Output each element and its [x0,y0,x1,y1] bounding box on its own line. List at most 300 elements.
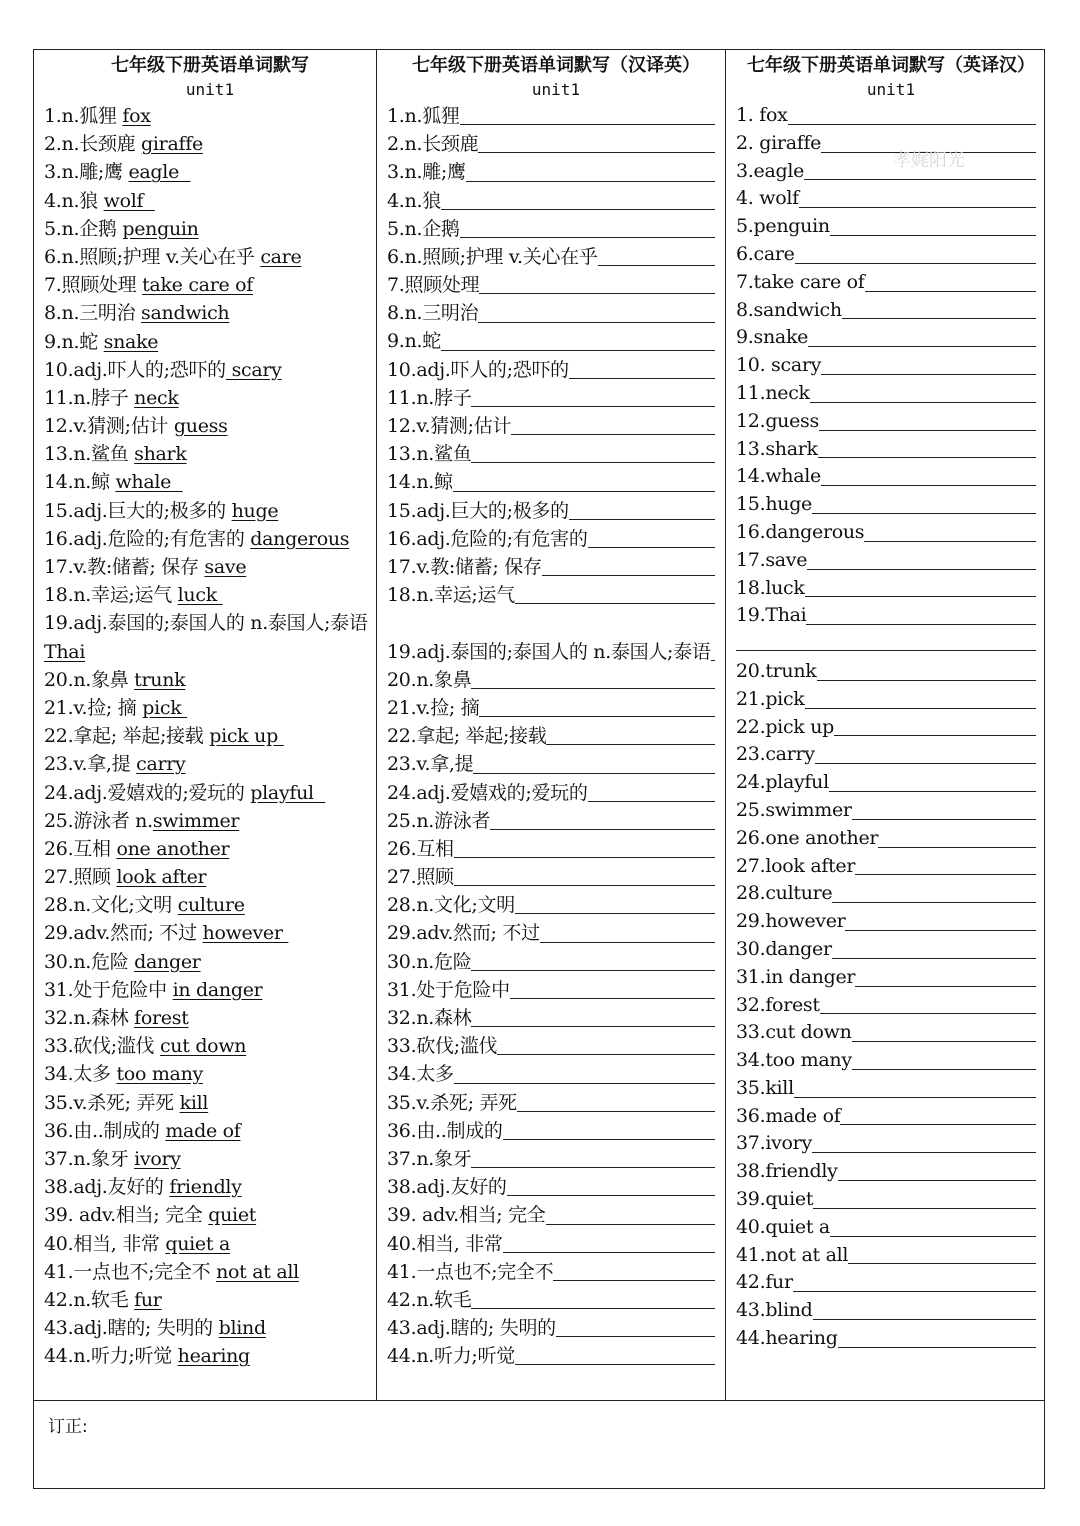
word-row [44,1286,376,1314]
chinese-to-english-column [377,50,726,1400]
word-row [736,1214,1046,1242]
answer-blank[interactable] [845,916,1036,931]
word-prompt: 15.huge [736,493,812,516]
word-row [736,1297,1046,1325]
word-prompt: 9.snake [736,326,809,349]
word-answer: playful [250,781,326,804]
word-prompt: 38.adj.友好的 [387,1176,507,1199]
word-prompt: 36.made of [736,1104,841,1127]
word-answer: pick up [209,725,284,748]
word-answer: snake [103,330,159,353]
word-row [736,491,1046,519]
word-prompt: 39. adv.相当; 完全 [387,1204,546,1227]
word-answer: neck [134,386,179,409]
word-prompt: 31.in danger [736,965,856,988]
word-prompt: 6.n.照顾;护理 v.关心在乎 [387,245,598,268]
word-prompt: 43.adj.瞎的; 失明的 [44,1317,219,1340]
word-answer: luck [177,584,223,607]
answer-blank[interactable] [471,1294,715,1309]
c2e-column-title: 七年级下册英语单词默写（汉译英） [412,55,700,76]
word-answer: cut down [159,1035,247,1058]
answer-blank[interactable] [794,1083,1036,1098]
word-prompt: 24.adj.爱嬉戏的;爱玩的 [44,781,251,804]
word-prompt: 5.n.企鹅 [44,217,123,240]
word-answer: wolf [103,189,155,212]
answer-blank[interactable] [507,1181,715,1196]
correction-divider [34,1400,1044,1401]
word-answer: hearing [177,1345,250,1368]
word-prompt: 13.n.鲨鱼 [387,443,472,466]
answer-blank[interactable] [818,443,1036,458]
word-answer: Thai [44,640,86,663]
word-prompt: 31.处于危险中 [44,978,173,1001]
answer-blank[interactable] [503,1238,715,1253]
word-prompt: 40.相当, 非常 [387,1232,503,1255]
word-row [387,299,725,327]
word-prompt: 6.care [736,242,795,265]
word-prompt: 35.v.杀死; 弄死 [387,1091,517,1114]
answer-blank[interactable] [805,694,1036,709]
word-row [387,440,725,468]
answer-blank[interactable] [810,388,1036,403]
word-row [387,722,725,750]
word-answer: swimmer [152,809,240,832]
word-row [736,714,1046,742]
answer-blank[interactable] [820,999,1036,1014]
word-prompt: 32.n.森林 [387,1007,472,1029]
word-answer: huge [231,499,279,522]
answer-blank[interactable] [454,871,715,886]
extra-blank-row [736,630,1046,658]
answer-blank[interactable] [569,505,715,520]
word-prompt: 2. giraffe [736,131,822,154]
word-row [387,1145,725,1173]
answer-blank[interactable] [813,1305,1036,1320]
word-row [387,1201,725,1229]
c2e-list [387,102,725,1370]
answer-blank[interactable] [840,1110,1036,1125]
word-row [736,658,1046,686]
word-answer: danger [134,950,201,973]
word-prompt: 39.quiet [736,1188,814,1211]
word-row [387,779,725,807]
word-prompt: 3.n.雕;鹰 [44,161,129,184]
answer-column-title: 七年级下册英语单词默写 [111,55,309,76]
answer-blank[interactable] [460,110,715,125]
word-row [44,187,376,215]
answer-blank[interactable] [805,582,1036,597]
answer-blank[interactable] [441,336,715,351]
word-row [736,1075,1046,1103]
word-row [44,948,376,976]
word-prompt: 3.n.雕;鹰 [387,161,466,184]
answer-blank[interactable] [855,972,1036,987]
word-prompt: 27.照顾 [387,866,454,889]
word-row [387,1032,725,1060]
answer-blank[interactable] [569,364,715,379]
word-row [387,187,725,215]
answer-blank[interactable] [808,332,1036,347]
word-row [387,1230,725,1258]
word-prompt: 30.n.危险 [44,950,135,973]
word-answer: giraffe [141,133,203,156]
word-row [387,1258,725,1286]
word-prompt: 38.friendly [736,1160,838,1183]
answer-blank[interactable] [852,1055,1036,1070]
answer-blank[interactable] [490,815,715,830]
word-answer: made of [165,1119,241,1142]
answer-blank[interactable] [799,193,1036,208]
answer-blank[interactable] [819,416,1036,431]
word-prompt: 26.one another [736,826,879,849]
word-prompt: 42.n.软毛 [44,1288,135,1311]
word-row [736,269,1046,297]
word-prompt: 36.由..制成的 [387,1119,503,1142]
answer-blank[interactable] [454,843,715,858]
word-prompt: 44.n.听力;听觉 [387,1345,515,1368]
answer-blank[interactable] [471,1012,715,1027]
answer-blank[interactable] [588,533,715,548]
answer-blank[interactable] [542,561,715,576]
answer-blank[interactable] [788,110,1036,125]
word-row [387,807,725,835]
answer-blank[interactable] [441,195,715,210]
word-prompt: 34.太多 [44,1063,117,1086]
word-prompt: 44.hearing [736,1327,838,1350]
answer-blank[interactable] [471,956,715,971]
word-row [736,992,1046,1020]
word-answer: forest [134,1007,189,1030]
word-prompt: 24.adj.爱嬉戏的;爱玩的 [387,781,588,804]
word-prompt: 21.v.捡; 摘 [44,696,143,719]
word-prompt: 20.n.象鼻 [44,668,135,691]
word-prompt: 20.n.象鼻 [387,668,472,691]
word-prompt: 3.eagle [736,159,805,182]
word-prompt: 7.take care of [736,270,865,293]
answer-column [34,50,377,1400]
answer-blank[interactable] [478,308,715,323]
answer-blank[interactable] [454,1069,715,1084]
answer-blank[interactable] [511,420,715,435]
answer-blank[interactable] [821,360,1036,375]
answer-blank[interactable] [466,167,715,182]
word-prompt: 10.adj.吓人的;恐吓的 [387,358,569,381]
word-prompt: 4.n.狼 [387,189,441,212]
word-row [387,102,725,130]
answer-blank[interactable] [830,1222,1036,1237]
word-prompt: 22.拿起; 举起;接载 [44,725,210,748]
answer-blank[interactable] [830,221,1036,236]
word-prompt: 9.n.蛇 [387,330,441,353]
word-prompt: 5.penguin [736,215,830,238]
word-prompt: 4.n.狼 [44,189,104,212]
word-row [736,1186,1046,1214]
word-row [44,1342,376,1370]
answer-blank[interactable] [821,471,1036,486]
word-prompt: 30.n.危险 [387,950,472,973]
word-row [736,1269,1046,1297]
e2c-column-title: 七年级下册英语单词默写（英译汉） [747,55,1035,76]
word-row [44,722,376,750]
word-prompt: 8.sandwich [736,298,842,321]
answer-blank[interactable] [864,527,1036,542]
word-row [387,243,725,271]
word-row [387,468,725,496]
word-prompt: 40.quiet a [736,1215,830,1238]
word-prompt: 23.v.拿,提 [387,753,474,776]
word-answer: quiet [208,1204,257,1227]
word-prompt: 11.n.脖子 [44,386,135,409]
word-prompt: 43.blind [736,1299,813,1322]
word-prompt: 38.adj.友好的 [44,1176,170,1199]
answer-blank[interactable] [471,674,715,689]
word-row [736,825,1046,853]
word-prompt: 15.adj.巨大的;极多的 [44,499,232,522]
word-prompt: 33.砍伐;滥伐 [387,1035,498,1058]
answer-blank[interactable] [865,277,1037,292]
word-answer: fur [134,1288,162,1311]
word-prompt: 35.v.杀死; 弄死 [44,1091,180,1114]
english-to-chinese-column [726,50,1046,1400]
word-row [387,750,725,778]
answer-blank[interactable] [479,279,715,294]
answer-blank[interactable] [817,666,1036,681]
word-prompt: 12.v.猜测;估计 [44,415,174,438]
word-row [736,1242,1046,1270]
word-row [44,835,376,863]
word-row [44,412,376,440]
word-row [44,102,376,130]
word-row [736,797,1046,825]
word-answer: pick [142,696,188,719]
word-prompt: 17.v.教:储蓄; 保存 [44,556,205,578]
answer-blank[interactable] [478,138,715,153]
word-row [736,880,1046,908]
word-prompt: 40.相当, 非常 [44,1232,166,1255]
word-answer: whale [115,471,183,494]
word-row [44,976,376,1004]
word-row [387,384,725,412]
answer-blank[interactable] [855,860,1036,875]
word-answer: save [204,556,247,578]
word-prompt: 42.n.软毛 [387,1288,472,1311]
word-row [44,525,376,553]
answer-blank[interactable] [832,888,1036,903]
word-row [387,919,725,947]
word-prompt: 11.neck [736,381,810,404]
answer-blank[interactable] [838,1333,1036,1348]
word-row [387,1004,725,1032]
word-row [736,602,1046,630]
word-prompt: 25.n.游泳者 [387,809,491,832]
word-prompt: 17.save [736,548,808,571]
watermark: 孝娓阳光 [893,150,965,171]
word-prompt: 23.carry [736,743,815,766]
answer-blank[interactable] [711,646,715,661]
answer-blank[interactable] [813,1194,1036,1209]
word-prompt: 1.n.狐狸 [387,104,460,127]
answer-blank[interactable] [829,777,1036,792]
answer-blank[interactable] [540,928,715,943]
answer-blank[interactable] [806,610,1036,625]
answer-blank[interactable] [795,249,1036,264]
word-prompt: 32.n.森林 [44,1007,135,1030]
answer-blank[interactable] [842,304,1036,319]
word-prompt: 14.n.鲸 [387,471,453,494]
word-prompt: 28.culture [736,882,833,905]
answer-blank[interactable] [453,477,715,492]
word-row [736,352,1046,380]
answer-blank[interactable] [510,984,715,999]
word-row [44,440,376,468]
word-prompt: 10.adj.吓人的;恐吓的 [44,358,226,381]
answer-blank[interactable] [852,1027,1036,1042]
word-row [44,1032,376,1060]
word-row [387,412,725,440]
answer-blank[interactable] [471,448,715,463]
word-answer: take care of [142,274,254,297]
word-row [44,807,376,835]
word-prompt: 37.ivory [736,1132,812,1155]
word-row [44,271,376,299]
answer-blank[interactable] [556,1322,715,1337]
answer-blank[interactable] [553,1266,715,1281]
word-prompt: 42.fur [736,1271,793,1294]
word-row [387,1342,725,1370]
word-row [387,497,725,525]
answer-blank[interactable] [479,702,715,717]
word-prompt: 32.forest [736,993,820,1016]
answer-blank[interactable] [838,1166,1036,1181]
answer-blank[interactable] [473,759,715,774]
answer-blank[interactable] [832,944,1036,959]
word-row [736,297,1046,325]
answer-blank[interactable] [878,833,1036,848]
answer-blank[interactable] [807,555,1036,570]
word-prompt: 6.n.照顾;护理 v.关心在乎 [44,245,261,268]
word-row [44,1145,376,1173]
word-prompt: 23.v.拿,提 [44,753,137,776]
answer-blank[interactable] [471,392,715,407]
word-row [387,271,725,299]
word-prompt: 22.pick up [736,715,835,738]
word-row [44,779,376,807]
word-row [736,241,1046,269]
word-prompt: 28.n.文化;文明 [44,894,178,917]
answer-blank[interactable] [852,805,1036,820]
word-prompt: 39. adv.相当; 完全 [44,1204,209,1227]
word-prompt: 16.adj.危险的;有危害的 [387,527,588,550]
word-prompt: 41.not at all [736,1243,849,1266]
answer-blank[interactable] [515,899,715,914]
word-answer: care [260,245,302,268]
word-prompt: 21.v.捡; 摘 [387,696,480,719]
word-row [387,553,725,581]
word-row [736,1158,1046,1186]
word-row [44,1173,376,1201]
word-row [736,102,1046,130]
word-prompt: 18.n.幸运;运气 [387,584,515,607]
answer-blank[interactable] [517,1097,715,1112]
answer-blank[interactable] [503,1125,715,1140]
answer-blank[interactable] [793,1277,1036,1292]
word-row [736,908,1046,936]
answer-blank[interactable] [812,499,1036,514]
answer-blank[interactable] [515,1350,715,1365]
word-row [736,463,1046,491]
word-prompt: 21.pick [736,687,805,710]
word-answer: carry [136,753,186,776]
word-prompt: 9.n.蛇 [44,330,104,353]
word-prompt: 29.adv.然而; 不过 [44,922,203,945]
word-prompt: 10. scary [736,354,822,377]
word-prompt: 13.n.鲨鱼 [44,443,135,466]
word-row [44,1258,376,1286]
word-row [736,769,1046,797]
word-prompt: 37.n.象牙 [387,1147,472,1170]
word-row [44,1004,376,1032]
answer-blank[interactable] [460,223,715,238]
word-answer: sandwich [141,302,230,325]
answer-blank[interactable] [812,1138,1036,1153]
word-row [736,1130,1046,1158]
word-prompt: 1. fox [736,104,788,126]
word-answer: not at all [216,1260,299,1283]
word-row [44,384,376,412]
word-answer: however [202,922,289,945]
word-prompt: 2.n.长颈鹿 [44,133,142,156]
word-row [44,356,376,384]
word-row [736,1019,1046,1047]
word-row [736,964,1046,992]
answer-blank[interactable] [546,730,715,745]
word-row [387,1314,725,1342]
word-prompt: 8.n.三明治 [44,302,142,325]
word-row [387,1089,725,1117]
word-row [736,1103,1046,1131]
answer-blank[interactable] [497,1040,715,1055]
word-answer: dangerous [250,527,350,550]
answer-blank[interactable] [815,749,1036,764]
answer-blank[interactable] [588,787,715,802]
word-prompt: 18.n.幸运;运气 [44,584,178,607]
word-prompt: 34.太多 [387,1063,454,1086]
word-prompt: 7.照顾处理 [387,274,480,297]
word-prompt: 19.adj.泰国的;泰国人的 n.泰国人;泰语 [387,640,711,663]
word-row [387,1286,725,1314]
answer-blank[interactable] [471,1153,715,1168]
worksheet-table [33,49,1045,1489]
word-row [44,666,376,694]
answer-blank[interactable] [598,251,715,266]
word-answer: ivory [134,1147,181,1170]
word-prompt: 22.拿起; 举起;接载 [387,725,547,748]
answer-column-unit: unit1 [185,80,235,99]
answer-blank[interactable] [848,1249,1036,1264]
answer-blank[interactable] [515,589,715,604]
answer-blank[interactable] [546,1210,715,1225]
word-prompt: 30.danger [736,937,832,960]
word-row [44,609,376,665]
word-row [736,324,1046,352]
answer-blank[interactable] [736,630,1036,651]
word-prompt: 36.由..制成的 [44,1119,166,1142]
word-prompt: 16.dangerous [736,520,865,543]
word-row [44,328,376,356]
word-prompt: 37.n.象牙 [44,1147,135,1170]
answer-blank[interactable] [834,721,1036,736]
word-row [44,243,376,271]
